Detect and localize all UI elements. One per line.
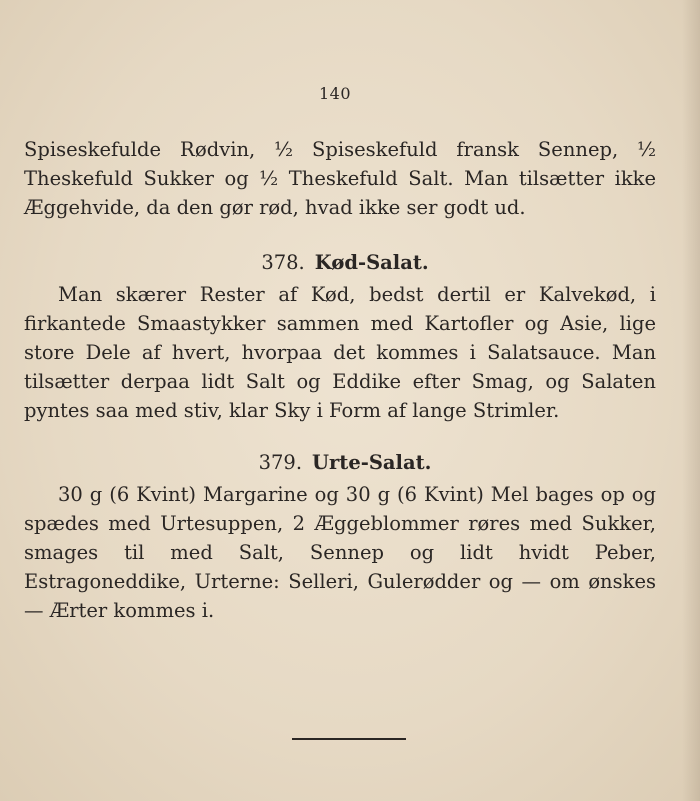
recipe-body-379: 30 g (6 Kvint) Margarine og 30 g (6 Kvint) Mel bages op og spædes med Urtesuppen, 2 Æggeblommer røres med Sukker, smages til med Salt, Sennep og lidt hvidt Peber, Estragoneddike, Urterne: Selleri, Gulerødder og — om ønskes — Ærter kommes i. [24, 483, 656, 622]
recipe-number: 378. [261, 251, 305, 274]
page-number: 140 [318, 84, 352, 103]
recipe-title: Urte-Salat. [312, 451, 432, 474]
page-edge-shadow [682, 0, 700, 801]
intro-paragraph: Spiseskefulde Rødvin, ½ Spiseskefuld fransk Sennep, ½ Theskefuld Sukker og ½ Theskefuld Salt. Man tilsætter ikke Æggehvide, da den gør rød, hvad ikke ser godt ud. [24, 138, 656, 219]
recipe-heading-379 [0, 450, 690, 476]
recipe-title: Kød-Salat. [314, 251, 429, 274]
recipe-number: 379. [258, 451, 303, 474]
recipe-heading-378 [0, 250, 690, 276]
recipe-body-378: Man skærer Rester af Kød, bedst dertil er Kalvekød, i firkantede Smaastykker sammen med Kartofler og Asie, lige store Dele af hvert, hvorpaa det kommes i Salatsauce. Man tilsætter derpaa lidt Salt og Eddike efter Smag, og Salaten pyntes saa med stiv, klar Sky i Form af lange Strimler. [24, 283, 656, 422]
end-rule [292, 738, 406, 740]
